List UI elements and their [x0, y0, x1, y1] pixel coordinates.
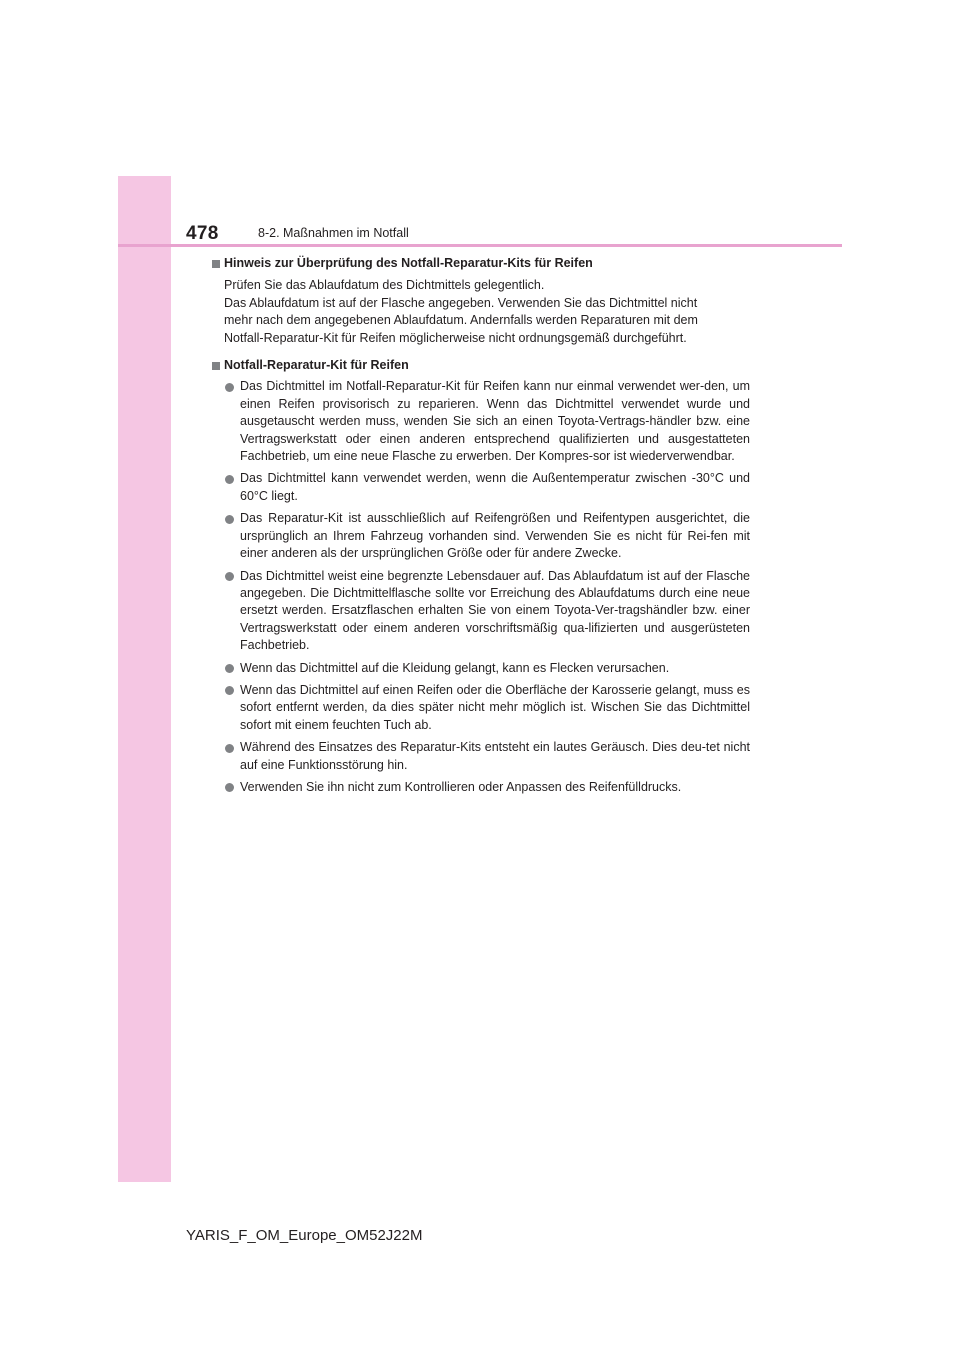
list-item-text: Wenn das Dichtmittel auf die Kleidung gelangt, kann es Flecken verursachen.: [240, 660, 670, 675]
circle-bullet-icon: [225, 515, 234, 524]
list-item: [212, 660, 750, 677]
paragraph-line: Notfall-Reparatur-Kit für Reifen möglicherweise nicht ordnungsgemäß durchgeführt.: [224, 330, 687, 345]
section-heading: [212, 255, 750, 272]
list-item: [212, 510, 750, 562]
section-repair-kit: [212, 357, 750, 796]
list-item: [212, 470, 750, 505]
side-color-band: [118, 176, 171, 1182]
list-item-text: Das Dichtmittel im Notfall-Reparatur-Kit für Reifen kann nur einmal verwendet wer-den, um einen Reifen provisorisch zu reparieren. Wenn das Dichtmittel verwendet wurde und ausgetauscht werden muss, wenden Sie sich an einen Toyota-Vertrags-händler bzw. eine Vertragswerkstatt oder einen anderen entsprechend qualifizierten und ausgestatteten Fachbetrieb, um eine neue Flasche zu erwerben. Der Kompres-sor ist wiederverwendbar.: [240, 379, 750, 464]
list-item-text: Während des Einsatzes des Reparatur-Kits entsteht ein lautes Geräusch. Dies deu-tet nicht auf eine Funktionsstörung hin.: [240, 740, 750, 772]
paragraph-line: Prüfen Sie das Ablaufdatum des Dichtmittels gelegentlich.: [224, 278, 545, 293]
section-title: 8-2. Maßnahmen im Notfall: [258, 226, 409, 240]
square-bullet-icon: [212, 260, 220, 268]
section-heading-text: Hinweis zur Überprüfung des Notfall-Reparatur-Kits für Reifen: [224, 256, 593, 270]
list-item: [212, 682, 750, 734]
section-heading-text: Notfall-Reparatur-Kit für Reifen: [224, 358, 409, 373]
square-bullet-icon: [212, 362, 220, 370]
circle-bullet-icon: [225, 664, 234, 673]
list-item-text: Das Dichtmittel weist eine begrenzte Lebensdauer auf. Das Ablaufdatum ist auf der Flasche angegeben. Die Dichtmittelflasche sollte vor Erreichung des Ablaufdatums durch eine neue ersetzt werden. Ersatzflaschen erhalten Sie von einem Toyota-Ver-tragshändler bzw. einer Vertragswerkstatt oder einem anderen vorschriftsmäßig qua-lifizierten und ausgerüsteten Fachbetrieb.: [240, 568, 750, 653]
circle-bullet-icon: [225, 744, 234, 753]
paragraph-line: mehr nach dem angegebenen Ablaufdatum. Andernfalls werden Reparaturen mit dem: [224, 313, 698, 328]
page-content: [212, 255, 750, 796]
section-paragraph: [212, 277, 750, 347]
section-repair-kit-check: [212, 255, 750, 347]
list-item-text: Das Dichtmittel kann verwendet werden, wenn die Außentemperatur zwischen -30°C und 60°C liegt.: [240, 471, 750, 503]
list-item-text: Wenn das Dichtmittel auf einen Reifen oder die Oberfläche der Karosserie gelangt, muss es sofort entfernt werden, da dies später nicht mehr möglich ist. Wischen Sie das Dichtmittel sofort mit einem feuchten Tuch ab.: [240, 682, 750, 732]
circle-bullet-icon: [225, 572, 234, 581]
circle-bullet-icon: [225, 475, 234, 484]
paragraph-line: Das Ablaufdatum ist auf der Flasche angegeben. Verwenden Sie das Dichtmittel nicht: [224, 295, 698, 310]
list-item-text: Verwenden Sie ihn nicht zum Kontrollieren oder Anpassen des Reifenfülldrucks.: [240, 779, 682, 794]
list-item: [212, 568, 750, 655]
circle-bullet-icon: [225, 686, 234, 695]
header-divider: [118, 244, 842, 247]
circle-bullet-icon: [225, 783, 234, 792]
list-item-text: Das Reparatur-Kit ist ausschließlich auf Reifengrößen und Reifentypen ausgerichtet, die ursprünglich an Ihrem Fahrzeug vorhanden sind. Verwenden Sie es nicht für Rei-fen mit einer anderen als der ursprünglichen Größe oder für andere Zwecke.: [240, 511, 750, 561]
list-item: [212, 739, 750, 774]
document-code: YARIS_F_OM_Europe_OM52J22M: [186, 1227, 423, 1244]
section-heading: [212, 357, 750, 374]
page-number: 478: [186, 223, 219, 244]
list-item: [212, 779, 750, 796]
list-item: [212, 378, 750, 465]
circle-bullet-icon: [225, 383, 234, 392]
